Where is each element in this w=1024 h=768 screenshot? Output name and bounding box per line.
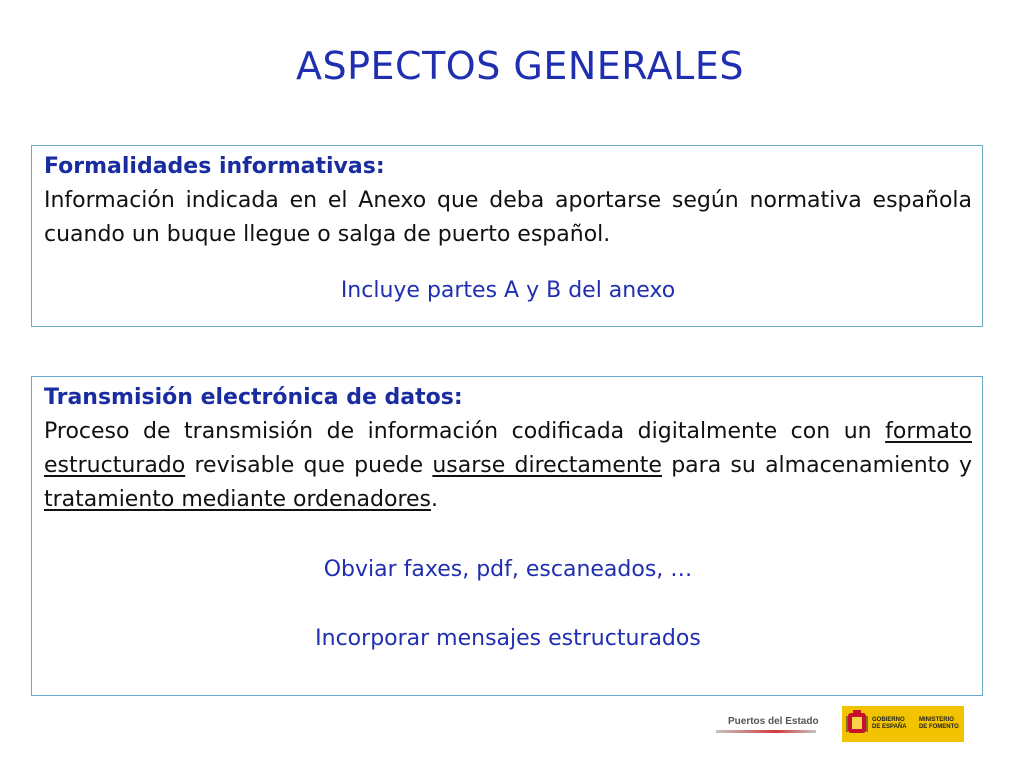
- gobierno-de-espana-logo: [842, 706, 964, 742]
- formalidades-heading: Formalidades informativas:: [44, 154, 385, 179]
- slide-title: ASPECTOS GENERALES: [296, 44, 744, 88]
- underlined-formato-estructurado: formato estructurado: [44, 419, 972, 478]
- puertos-logo-wave: [716, 730, 816, 733]
- transmision-box: [31, 376, 983, 696]
- transmision-text-3: para su almacenamiento y: [661, 453, 972, 478]
- formalidades-note: Incluye partes A y B del anexo: [340, 278, 676, 303]
- transmision-text-2: revisable que puede: [185, 453, 433, 478]
- transmision-heading: Transmisión electrónica de datos:: [44, 385, 463, 410]
- puertos-logo-text: Puertos del Estado: [728, 715, 819, 727]
- ministerio-text: MINISTERIO DE FOMENTO: [918, 717, 959, 730]
- formalidades-text: Información indicada en el Anexo que deba aportarse según normativa española cuando un buque llegue o salga de puerto español.: [44, 188, 972, 247]
- transmision-text-1: Proceso de transmisión de información codificada digitalmente con un: [44, 419, 886, 444]
- transmision-text-4: .: [431, 487, 439, 512]
- gobierno-text: GOBIERNO DE ESPAÑA: [872, 717, 907, 730]
- coat-of-arms-icon: [846, 710, 868, 738]
- underlined-usarse-directamente: usarse directamente: [432, 453, 662, 478]
- puertos-del-estado-logo: [716, 704, 824, 744]
- transmision-note-1: Obviar faxes, pdf, escaneados, …: [323, 557, 693, 582]
- underlined-tratamiento: tratamiento mediante ordenadores: [44, 487, 432, 512]
- transmision-text: [44, 415, 972, 517]
- transmision-note-2: Incorporar mensajes estructurados: [315, 626, 701, 651]
- formalidades-box: [31, 145, 983, 327]
